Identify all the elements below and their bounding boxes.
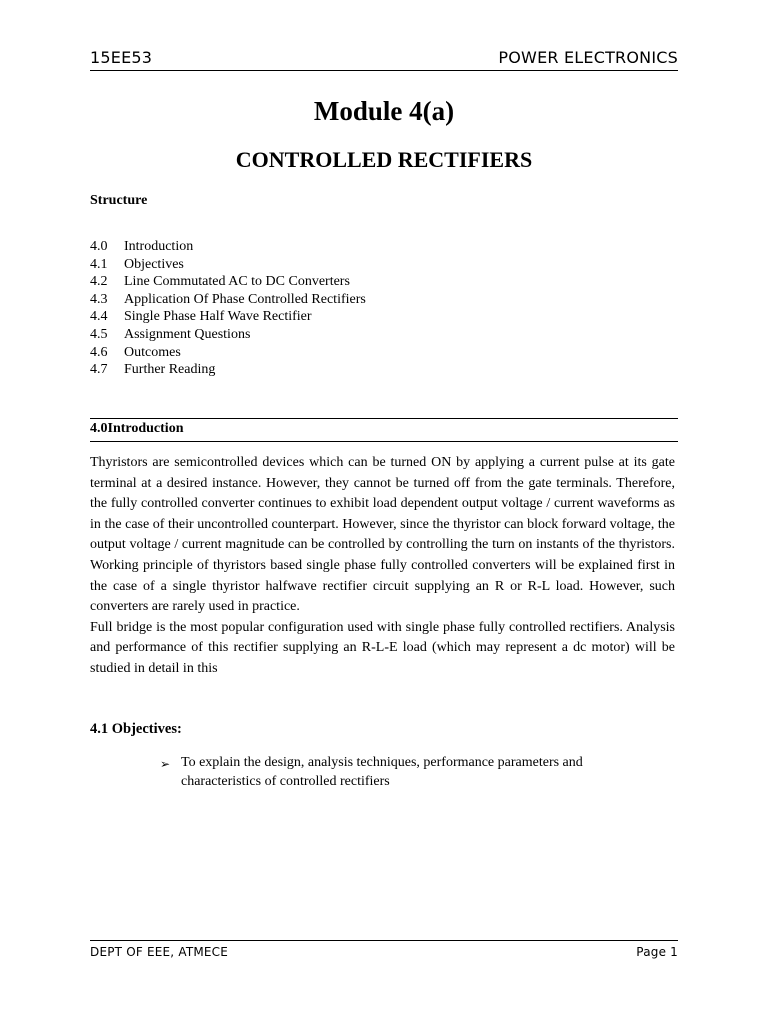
structure-item: 4.6 Outcomes: [90, 344, 181, 360]
structure-item: 4.7 Further Reading: [90, 362, 216, 378]
department-label: DEPT OF EEE, ATMECE: [90, 945, 229, 959]
course-name: POWER ELECTRONICS: [498, 48, 678, 67]
structure-list: [90, 238, 366, 379]
module-subtitle: CONTROLLED RECTIFIERS: [235, 147, 533, 172]
objectives-list: [160, 754, 630, 791]
page-number: Page 1: [636, 945, 678, 959]
structure-item: 4.0 Introduction: [90, 239, 194, 254]
page-footer: [90, 940, 678, 959]
course-code: 15EE53: [90, 48, 153, 67]
structure-item: 4.1 Objectives: [90, 256, 184, 272]
structure-item: 4.2 Line Commutated AC to DC Converters: [90, 274, 350, 290]
structure-item: 4.3 Application Of Phase Controlled Rectifiers: [90, 291, 366, 307]
paragraph: Thyristors are semicontrolled devices which can be turned ON by applying a current pulse at its gate terminal at a desired instance. However, they cannot be turned off from the gate terminals. Therefore, the fully controlled converter continues to exhibit load dependent output voltage / current waveforms as in the case of their uncontrolled counterpart. However, since the thyristor can block forward voltage, the output voltage / current magnitude can be controlled by controlling the turn on instants of the thyristors. Working principle of thyristors based single phase fully controlled converters will be explained first in the case of a single thyristor halfwave rectifier circuit supplying an R or R-L load. However, such converters are rarely used in practice.: [90, 455, 675, 615]
introduction-body: [90, 453, 675, 680]
structure-item: 4.5 Assignment Questions: [90, 326, 251, 342]
structure-item: 4.4 Single Phase Half Wave Rectifier: [90, 309, 312, 325]
page-header: [90, 48, 678, 71]
objectives-heading: 4.1 Objectives:: [90, 721, 182, 737]
structure-heading: Structure: [90, 193, 148, 208]
introduction-heading: 4.0Introduction: [90, 418, 678, 442]
arrowhead-bullet-icon: ➢: [160, 757, 171, 771]
paragraph: Full bridge is the most popular configuration used with single phase fully controlled rectifiers. Analysis and performance of this rectifier supplying an R-L-E load (which may represent a dc motor) will be studied in detail in this: [90, 619, 675, 676]
module-title: Module 4(a): [313, 96, 455, 126]
list-item: ➢ To explain the design, analysis techniques, performance parameters and characteristics of controlled rectifiers: [160, 754, 630, 791]
